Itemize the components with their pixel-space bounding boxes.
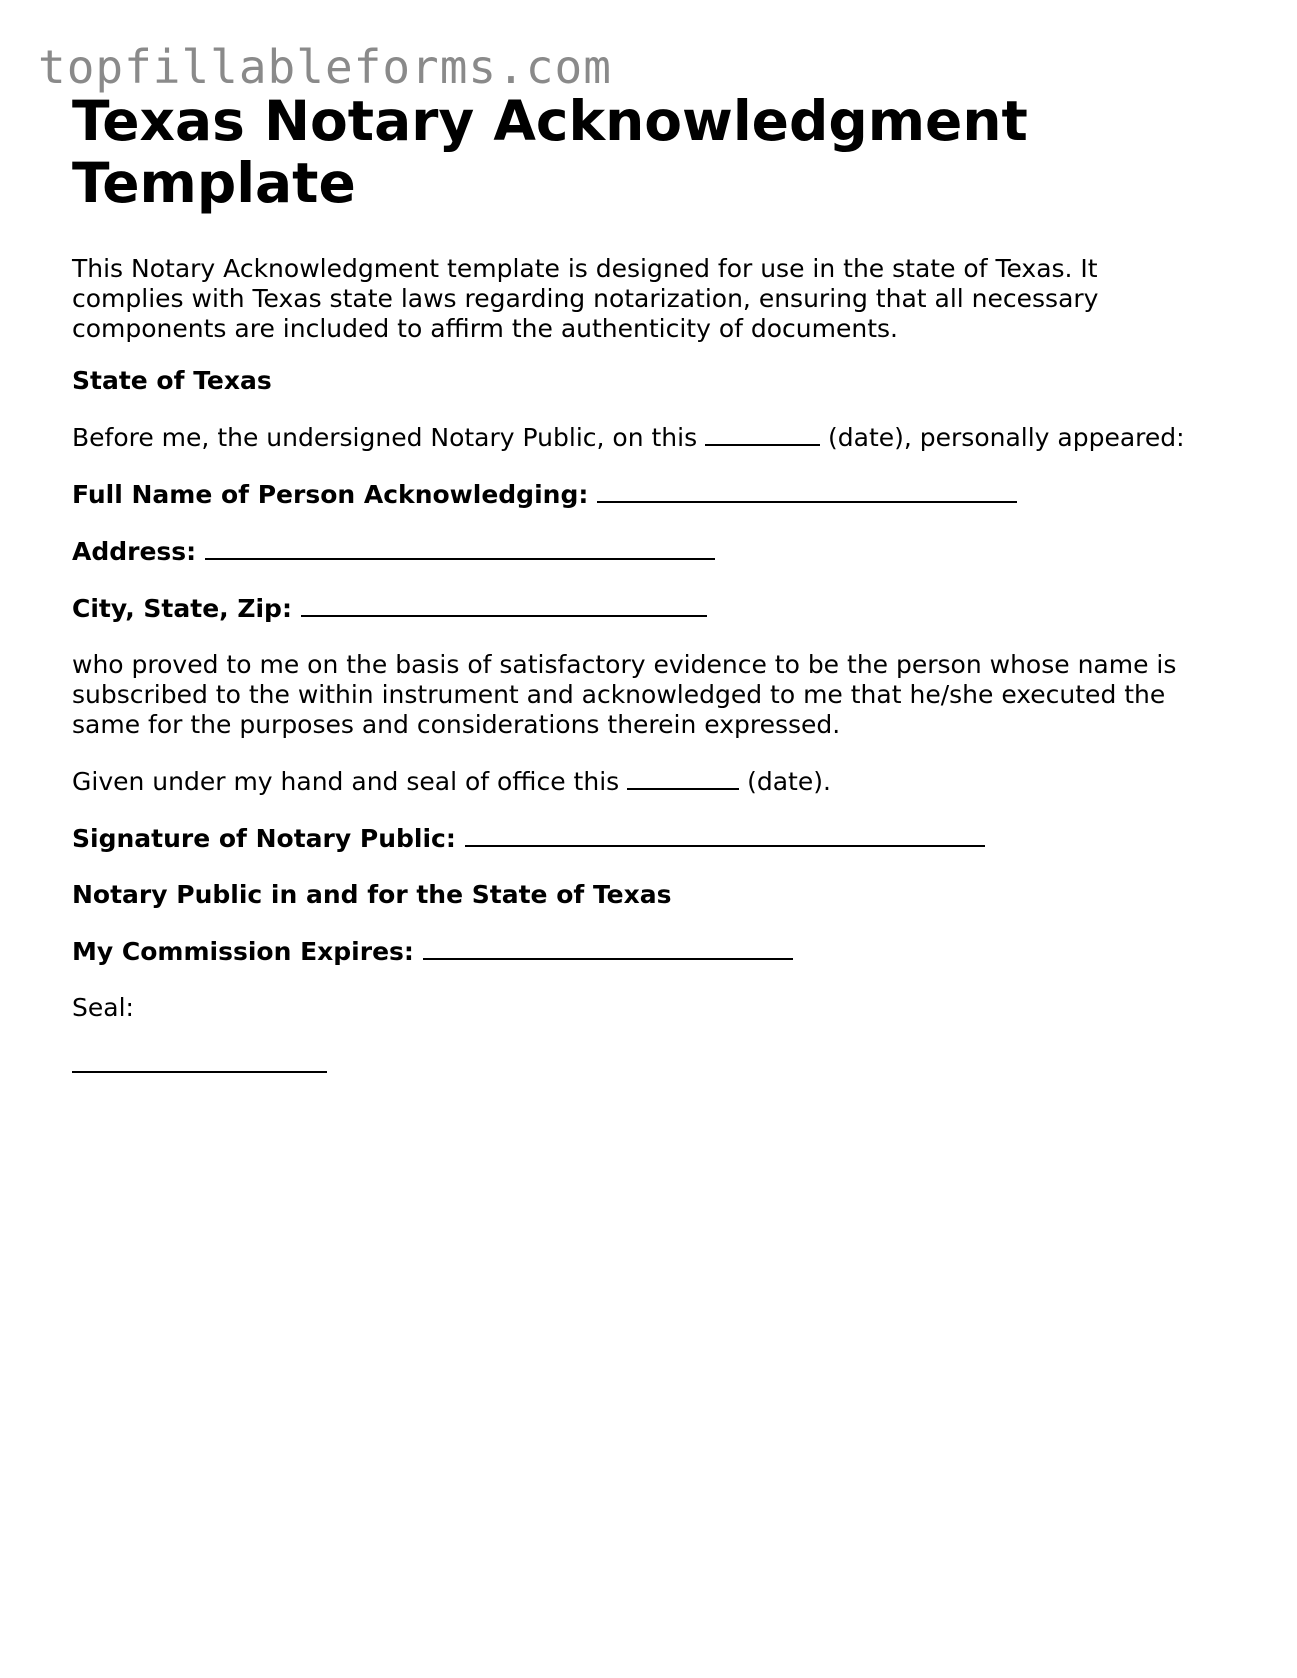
address-label: Address: — [72, 537, 197, 566]
commission-expires-label: My Commission Expires: — [72, 937, 414, 966]
commission-expires-field — [72, 936, 1252, 967]
given-suffix: (date). — [739, 767, 831, 796]
watermark: topfillableforms.com — [38, 40, 612, 94]
page-title: Texas Notary Acknowledgment Template — [72, 89, 1028, 215]
state-heading: State of Texas — [72, 366, 272, 395]
notary-signature-label: Signature of Notary Public: — [72, 824, 456, 853]
address-field — [72, 536, 1252, 567]
city-state-zip-blank[interactable] — [301, 593, 707, 617]
intro-paragraph: This Notary Acknowledgment template is designed for use in the state of Texas. It complies with Texas state laws regarding notarization, ensuring that all necessary components are included to affirm the authenticity of documents. — [72, 254, 1099, 343]
full-name-blank[interactable] — [597, 479, 1017, 503]
before-me-suffix: (date), personally appeared: — [820, 423, 1185, 452]
seal-blank[interactable] — [72, 1049, 327, 1073]
document-page — [72, 90, 1252, 1080]
notary-signature-field — [72, 823, 1252, 854]
city-state-zip-field — [72, 593, 1252, 624]
appearance-date-blank[interactable] — [705, 422, 820, 446]
seal-label: Seal: — [72, 993, 134, 1022]
full-name-field — [72, 479, 1252, 510]
proof-paragraph: who proved to me on the basis of satisfactory evidence to be the person whose name is subscribed to the within instrument and acknowledged to me that he/she executed the same for the purposes and considerations therein expressed. — [72, 650, 1177, 739]
before-me-line — [72, 422, 1252, 453]
given-under-line — [72, 766, 1252, 797]
notary-signature-blank[interactable] — [465, 823, 985, 847]
city-state-zip-label: City, State, Zip: — [72, 594, 292, 623]
full-name-label: Full Name of Person Acknowledging: — [72, 480, 589, 509]
before-me-prefix: Before me, the undersigned Notary Public, on this — [72, 423, 706, 452]
given-prefix: Given under my hand and seal of office this — [72, 767, 628, 796]
given-date-blank[interactable] — [627, 766, 739, 790]
address-blank[interactable] — [205, 536, 715, 560]
seal-field — [72, 1049, 1252, 1080]
commission-expires-blank[interactable] — [423, 936, 793, 960]
notary-public-statement: Notary Public in and for the State of Texas — [72, 880, 672, 909]
